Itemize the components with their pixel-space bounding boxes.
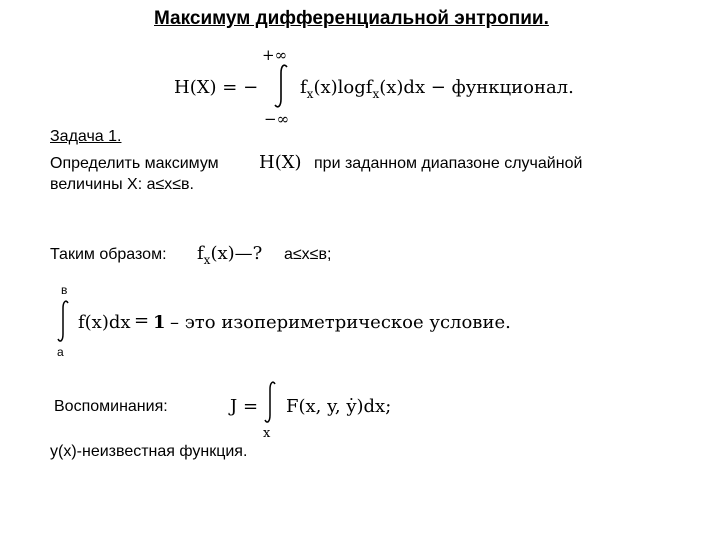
recall-integrand: F(x, y, ẏ)dx; xyxy=(286,396,392,417)
entropy-subscript-x: x xyxy=(306,87,314,101)
entropy-f: f xyxy=(300,77,307,98)
norm-lower-limit: a xyxy=(57,345,64,359)
task-line1-start: Определить максимум xyxy=(50,155,219,172)
recall-label: Воспоминания: xyxy=(54,398,168,415)
entropy-functional-label: (x)dx − функционал. xyxy=(379,77,574,98)
entropy-lhs: H(X) = − xyxy=(174,77,259,98)
task-line1-end: при заданном диапазоне случайной xyxy=(314,155,583,172)
integral-sign-icon-3 xyxy=(263,381,277,423)
norm-integrand: f(x)dx xyxy=(78,312,131,333)
integral-sign-icon-2 xyxy=(56,300,70,342)
entropy-upper-limit: +∞ xyxy=(262,46,288,64)
integral-sign-icon xyxy=(273,64,289,108)
norm-equals: = xyxy=(134,310,150,331)
entropy-log: (x)logf xyxy=(313,77,373,98)
recall-lower-limit: x xyxy=(263,426,271,441)
norm-one: 1 xyxy=(153,312,166,333)
norm-condition-text: – это изопериметрическое условие. xyxy=(170,312,511,333)
thus-f: f xyxy=(197,243,204,264)
task-heading: Задача 1. xyxy=(50,128,122,145)
entropy-subscript-x-2: x xyxy=(372,87,380,101)
task-line2: величины X: a≤x≤в. xyxy=(50,176,194,193)
task-entropy-symbol: H(X) xyxy=(259,152,302,173)
recall-lhs: J = xyxy=(230,396,259,417)
thus-density xyxy=(197,243,263,267)
thus-subscript-x: x xyxy=(203,253,211,267)
thus-unknown: (x)—? xyxy=(210,243,263,264)
footer-note: y(x)-неизвестная функция. xyxy=(50,443,248,460)
norm-upper-limit: в xyxy=(61,283,68,297)
thus-label: Таким образом: xyxy=(50,246,167,263)
entropy-lower-limit: −∞ xyxy=(264,110,290,128)
entropy-integrand xyxy=(300,77,574,101)
page-title: Максимум дифференциальной энтропии. xyxy=(154,8,549,29)
thus-range: a≤x≤в; xyxy=(284,246,332,263)
